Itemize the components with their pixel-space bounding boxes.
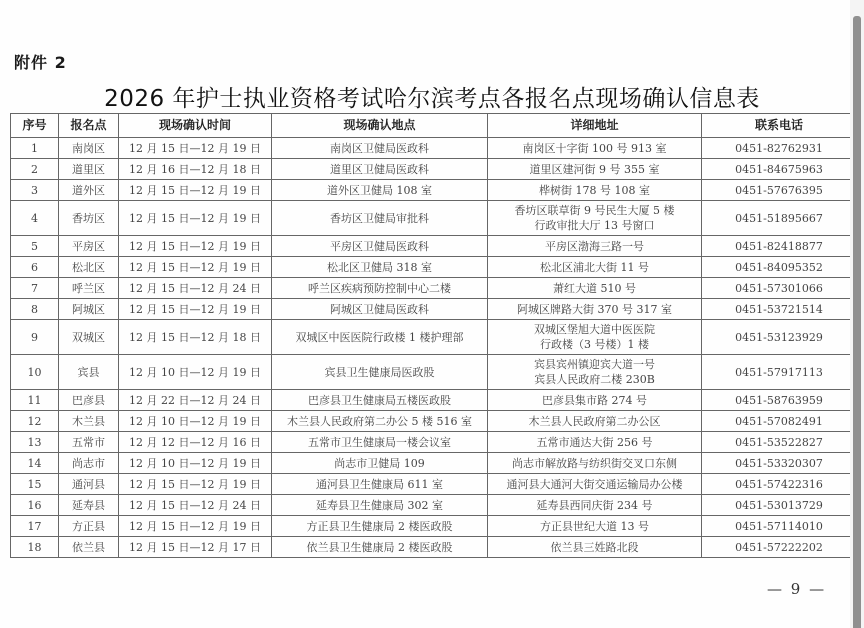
cell-place: 宾县卫生健康局医政股 xyxy=(272,355,488,390)
cell-site: 依兰县 xyxy=(59,537,119,558)
header-phone: 联系电话 xyxy=(702,114,857,138)
cell-no: 15 xyxy=(11,474,59,495)
cell-phone: 0451-51895667 xyxy=(702,201,857,236)
cell-place: 五常市卫生健康局一楼会议室 xyxy=(272,432,488,453)
address-line: 道里区建河街 9 号 355 室 xyxy=(529,162,660,176)
table-row xyxy=(11,516,857,537)
cell-phone: 0451-82418877 xyxy=(702,236,857,257)
cell-no: 3 xyxy=(11,180,59,201)
address-line: 萧红大道 510 号 xyxy=(553,281,636,295)
cell-time: 12 月 15 日—12 月 19 日 xyxy=(119,236,272,257)
cell-time: 12 月 12 日—12 月 16 日 xyxy=(119,432,272,453)
cell-time: 12 月 10 日—12 月 19 日 xyxy=(119,411,272,432)
cell-site: 呼兰区 xyxy=(59,278,119,299)
table-row xyxy=(11,236,857,257)
header-place: 现场确认地点 xyxy=(272,114,488,138)
page-number: — 9 — xyxy=(767,580,827,598)
cell-address xyxy=(488,138,702,159)
cell-place: 呼兰区疾病预防控制中心二楼 xyxy=(272,278,488,299)
address-line: 松北区浦北大街 11 号 xyxy=(540,260,649,274)
cell-site: 方正县 xyxy=(59,516,119,537)
header-time: 现场确认时间 xyxy=(119,114,272,138)
cell-time: 12 月 15 日—12 月 19 日 xyxy=(119,201,272,236)
address-line: 宾县人民政府二楼 230B xyxy=(534,373,655,386)
cell-site: 延寿县 xyxy=(59,495,119,516)
table-row xyxy=(11,257,857,278)
cell-time: 12 月 15 日—12 月 19 日 xyxy=(119,299,272,320)
cell-site: 五常市 xyxy=(59,432,119,453)
address-line: 巴彦县集市路 274 号 xyxy=(542,393,647,407)
cell-time: 12 月 10 日—12 月 19 日 xyxy=(119,355,272,390)
cell-time: 12 月 22 日—12 月 24 日 xyxy=(119,390,272,411)
table-row xyxy=(11,138,857,159)
table-row xyxy=(11,299,857,320)
cell-time: 12 月 15 日—12 月 17 日 xyxy=(119,537,272,558)
cell-phone: 0451-53123929 xyxy=(702,320,857,355)
address-line: 延寿县西同庆街 234 号 xyxy=(536,498,653,512)
cell-site: 南岗区 xyxy=(59,138,119,159)
cell-site: 尚志市 xyxy=(59,453,119,474)
cell-place: 香坊区卫健局审批科 xyxy=(272,201,488,236)
cell-time: 12 月 10 日—12 月 19 日 xyxy=(119,453,272,474)
table-row xyxy=(11,432,857,453)
cell-site: 宾县 xyxy=(59,355,119,390)
table-row xyxy=(11,201,857,236)
address-line: 方正县世纪大道 13 号 xyxy=(540,519,649,533)
cell-time: 12 月 15 日—12 月 19 日 xyxy=(119,138,272,159)
cell-place: 南岗区卫健局医政科 xyxy=(272,138,488,159)
cell-address xyxy=(488,411,702,432)
address-line: 双城区堡旭大道中医医院 xyxy=(534,323,655,336)
table-row xyxy=(11,474,857,495)
table-row xyxy=(11,411,857,432)
cell-site: 道里区 xyxy=(59,159,119,180)
cell-time: 12 月 15 日—12 月 24 日 xyxy=(119,495,272,516)
address-line: 依兰县三姓路北段 xyxy=(550,540,639,554)
cell-no: 7 xyxy=(11,278,59,299)
scrollbar-thumb[interactable] xyxy=(853,16,861,628)
cell-phone: 0451-53320307 xyxy=(702,453,857,474)
cell-address xyxy=(488,299,702,320)
cell-no: 9 xyxy=(11,320,59,355)
vertical-scrollbar[interactable] xyxy=(850,0,864,628)
document-title: 2026 年护士执业资格考试哈尔滨考点各报名点现场确认信息表 xyxy=(104,86,760,112)
cell-no: 6 xyxy=(11,257,59,278)
cell-phone: 0451-57301066 xyxy=(702,278,857,299)
address-line: 阿城区牌路大街 370 号 317 室 xyxy=(517,302,672,316)
cell-address xyxy=(488,320,702,355)
table-row xyxy=(11,180,857,201)
table-row xyxy=(11,320,857,355)
cell-no: 5 xyxy=(11,236,59,257)
cell-address xyxy=(488,537,702,558)
cell-address xyxy=(488,432,702,453)
cell-place: 道外区卫健局 108 室 xyxy=(272,180,488,201)
cell-no: 11 xyxy=(11,390,59,411)
cell-phone: 0451-57676395 xyxy=(702,180,857,201)
cell-address xyxy=(488,159,702,180)
cell-address xyxy=(488,390,702,411)
cell-no: 8 xyxy=(11,299,59,320)
cell-time: 12 月 16 日—12 月 18 日 xyxy=(119,159,272,180)
cell-place: 延寿县卫生健康局 302 室 xyxy=(272,495,488,516)
cell-address xyxy=(488,257,702,278)
cell-no: 16 xyxy=(11,495,59,516)
cell-place: 木兰县人民政府第二办公 5 楼 516 室 xyxy=(272,411,488,432)
address-line: 木兰县人民政府第二办公区 xyxy=(528,414,661,428)
cell-place: 巴彦县卫生健康局五楼医政股 xyxy=(272,390,488,411)
cell-phone: 0451-57222202 xyxy=(702,537,857,558)
address-line: 南岗区十字街 100 号 913 室 xyxy=(522,141,667,155)
address-line: 通河县大通河大街交通运输局办公楼 xyxy=(506,477,683,491)
cell-no: 12 xyxy=(11,411,59,432)
cell-phone: 0451-57917113 xyxy=(702,355,857,390)
cell-phone: 0451-53013729 xyxy=(702,495,857,516)
cell-site: 香坊区 xyxy=(59,201,119,236)
cell-address xyxy=(488,180,702,201)
cell-address xyxy=(488,474,702,495)
table-row xyxy=(11,537,857,558)
address-line: 香坊区联草街 9 号民生大厦 5 楼 xyxy=(514,204,675,217)
cell-phone: 0451-82762931 xyxy=(702,138,857,159)
cell-address xyxy=(488,453,702,474)
cell-site: 巴彦县 xyxy=(59,390,119,411)
cell-phone: 0451-57082491 xyxy=(702,411,857,432)
table-row xyxy=(11,355,857,390)
cell-site: 松北区 xyxy=(59,257,119,278)
cell-no: 10 xyxy=(11,355,59,390)
cell-phone: 0451-84095352 xyxy=(702,257,857,278)
cell-phone: 0451-53721514 xyxy=(702,299,857,320)
table-row xyxy=(11,159,857,180)
cell-address xyxy=(488,355,702,390)
cell-address xyxy=(488,201,702,236)
address-line: 尚志市解放路与纺织街交叉口东侧 xyxy=(512,456,677,470)
cell-no: 2 xyxy=(11,159,59,180)
cell-phone: 0451-57114010 xyxy=(702,516,857,537)
address-line: 桦树街 178 号 108 室 xyxy=(539,183,650,197)
cell-site: 平房区 xyxy=(59,236,119,257)
cell-place: 松北区卫健局 318 室 xyxy=(272,257,488,278)
cell-place: 道里区卫健局医政科 xyxy=(272,159,488,180)
table-row xyxy=(11,495,857,516)
address-line: 宾县宾州镇迎宾大道一号 xyxy=(534,358,655,371)
cell-place: 通河县卫生健康局 611 室 xyxy=(272,474,488,495)
header-site: 报名点 xyxy=(59,114,119,138)
table-row xyxy=(11,278,857,299)
cell-phone: 0451-84675963 xyxy=(702,159,857,180)
cell-no: 13 xyxy=(11,432,59,453)
cell-no: 14 xyxy=(11,453,59,474)
cell-no: 1 xyxy=(11,138,59,159)
cell-place: 平房区卫健局医政科 xyxy=(272,236,488,257)
table-row xyxy=(11,453,857,474)
cell-site: 道外区 xyxy=(59,180,119,201)
cell-no: 18 xyxy=(11,537,59,558)
cell-address xyxy=(488,495,702,516)
cell-site: 木兰县 xyxy=(59,411,119,432)
cell-phone: 0451-57422316 xyxy=(702,474,857,495)
confirmation-info-table xyxy=(10,113,857,558)
address-line: 行政审批大厅 13 号窗口 xyxy=(534,219,655,232)
address-line: 五常市通达大街 256 号 xyxy=(536,435,653,449)
address-line: 行政楼（3 号楼）1 楼 xyxy=(540,338,649,351)
cell-address xyxy=(488,278,702,299)
cell-time: 12 月 15 日—12 月 24 日 xyxy=(119,278,272,299)
cell-address xyxy=(488,516,702,537)
cell-time: 12 月 15 日—12 月 19 日 xyxy=(119,516,272,537)
cell-phone: 0451-53522827 xyxy=(702,432,857,453)
cell-no: 4 xyxy=(11,201,59,236)
cell-time: 12 月 15 日—12 月 18 日 xyxy=(119,320,272,355)
cell-time: 12 月 15 日—12 月 19 日 xyxy=(119,474,272,495)
cell-no: 17 xyxy=(11,516,59,537)
table-header-row xyxy=(11,114,857,138)
header-no: 序号 xyxy=(11,114,59,138)
cell-time: 12 月 15 日—12 月 19 日 xyxy=(119,257,272,278)
cell-site: 阿城区 xyxy=(59,299,119,320)
cell-phone: 0451-58763959 xyxy=(702,390,857,411)
cell-place: 双城区中医医院行政楼 1 楼护理部 xyxy=(272,320,488,355)
cell-time: 12 月 15 日—12 月 19 日 xyxy=(119,180,272,201)
cell-site: 双城区 xyxy=(59,320,119,355)
cell-place: 尚志市卫健局 109 xyxy=(272,453,488,474)
cell-site: 通河县 xyxy=(59,474,119,495)
address-line: 平房区渤海三路一号 xyxy=(545,239,644,253)
table-row xyxy=(11,390,857,411)
header-address: 详细地址 xyxy=(488,114,702,138)
cell-place: 阿城区卫健局医政科 xyxy=(272,299,488,320)
cell-place: 方正县卫生健康局 2 楼医政股 xyxy=(272,516,488,537)
cell-place: 依兰县卫生健康局 2 楼医政股 xyxy=(272,537,488,558)
cell-address xyxy=(488,236,702,257)
attachment-label: 附件 2 xyxy=(14,53,67,72)
